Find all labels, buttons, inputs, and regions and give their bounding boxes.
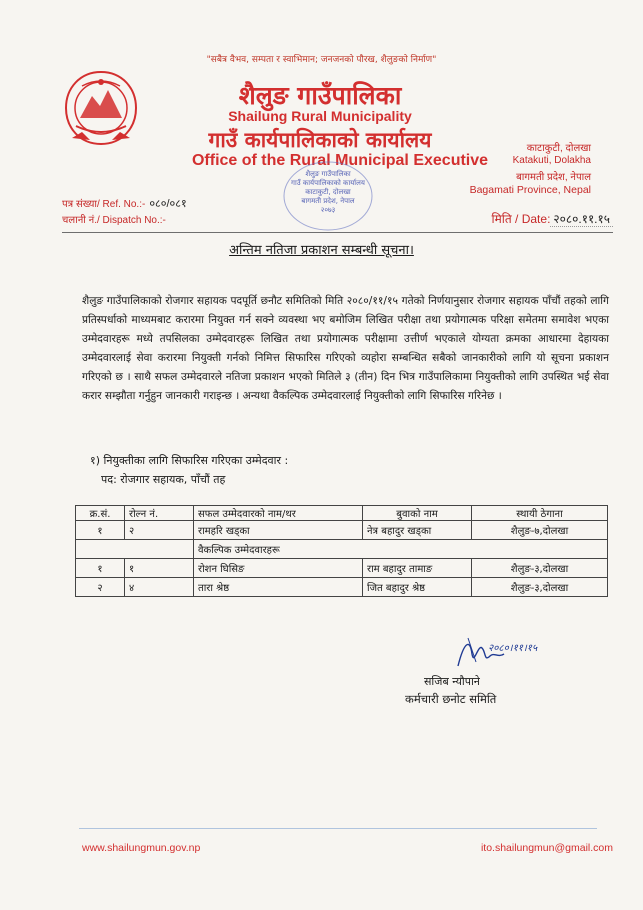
cell-serial: २ (76, 578, 125, 597)
date-label: मिति / Date: (491, 212, 551, 226)
table-row (76, 559, 608, 578)
header-address: स्थायी ठेगाना (472, 506, 608, 521)
address-nepali: काटाकुटी, दोलखा (526, 143, 591, 154)
province-nepali: बागमती प्रदेश, नेपाल (516, 172, 591, 183)
office-name-english: Office of the Rural Municipal Executive (191, 152, 489, 169)
cell-serial: १ (76, 521, 125, 540)
section-heading: १) नियुक्तीका लागि सिफारिस गरिएका उम्मेदवार : (90, 454, 289, 467)
stamp-line-4: बागमती प्रदेश, नेपाल (301, 197, 355, 205)
dispatch-number (62, 212, 166, 226)
cell-address: शैलुङ-३,दोलखा (472, 559, 608, 578)
cell-candidate: रामहरि खड्का (194, 521, 363, 540)
header-divider (62, 232, 613, 233)
province-english: Bagamati Province, Nepal (469, 184, 591, 196)
cell-candidate: तारा श्रेष्ठ (194, 578, 363, 597)
stamp-line-2: गाउँ कार्यपालिकाको कार्यालय (291, 179, 365, 187)
cell-address: शैलुङ-७,दोलखा (472, 521, 608, 540)
stamp-line-3: काटाकुटी, दोलखा (305, 188, 351, 196)
municipality-name-nepali: शैलुङ गाउँपालिका (238, 81, 402, 110)
address-english: Katakuti, Dolakha (512, 155, 591, 166)
alternate-heading: वैकल्पिक उम्मेदवारहरू (194, 540, 608, 559)
date-field (491, 210, 613, 227)
handwritten-signature (452, 632, 562, 674)
cell-candidate: रोशन घिसिङ (194, 559, 363, 578)
signatory-title: कर्मचारी छनोट समिति (405, 692, 497, 706)
ref-value: ०८०/०८१ (149, 198, 187, 210)
header-father: बुवाको नाम (363, 506, 472, 521)
office-stamp (282, 160, 374, 232)
email-link[interactable]: ito.shailungmun@gmail.com (480, 842, 613, 854)
municipality-name-english: Shailung Rural Municipality (228, 108, 412, 124)
cell-empty (76, 540, 194, 559)
table-row (76, 540, 608, 559)
cell-father: राम बहादुर तामाङ (363, 559, 472, 578)
office-name-nepali: गाउँ कार्यपालिकाको कार्यालय (208, 128, 432, 152)
website-link[interactable]: www.shailungmun.gov.np (82, 842, 201, 854)
header-candidate: सफल उम्मेदवारको नाम/थर (194, 506, 363, 521)
stamp-line-1: शैलुङ गाउँपालिका (305, 170, 351, 178)
results-table (75, 505, 608, 597)
dispatch-label: चलानी नं./ Dispatch No.:- (62, 215, 166, 226)
footer-divider (79, 828, 597, 829)
signature-date: २०८०।११।१५ (488, 643, 538, 654)
post-name: पद: रोजगार सहायक, पाँचौं तह (101, 473, 226, 486)
reference-number (62, 196, 187, 211)
table-row (76, 521, 608, 540)
stamp-line-5: २०७३ (320, 206, 336, 214)
cell-roll: १ (125, 559, 194, 578)
date-value: २०८०.११.१५ (550, 212, 613, 227)
municipality-emblem (62, 68, 140, 150)
notice-body: शैलुङ गाउँपालिकाको रोजगार सहायक पदपूर्ति छनौट समितिको मिति २०८०/११/१५ गतेको निर्णयानुसार रोजगार सहायक पाँचौं तहको लागि प्रतिस्पर्धाको माध्यमबाट करारमा नियुक्त गर्न सक्ने व्यवस्था भए बमोजिम लिखित परीक्षा तथा प्रयोगात्मक परिक्षा समेतमा समावेश भएका उम्मेदवारहरू मध्ये तपसिलका उम्मेदवारहरू लिखित तथा प्रयोगात्मक परीक्षामा उत्तीर्ण भएकाले योग्यता क्रमका आधारमा देहायका उम्मेदवारलाई सेवा करारमा नियुक्ती गर्नको निमित्त सिफारिस गरिएको व्यहोरा सम्बन्धित सबैको जानकारीको लागि यो सूचना प्रकाशन गरिएको छ । साथै सफल उम्मेदवारले नतिजा प्रकाशन भएको मितिले ३ (तीन) दिन भित्र गाउँपालिकामा नियुक्तीको लागि उपस्थित भई सेवा करार सम्झौता गर्नुहुन जानकारी गराइन्छ । अन्यथा वैकल्पिक उम्मेदवारलाई नियुक्तीको लागि सिफारिस गरिनेछ । (82, 295, 609, 402)
cell-address: शैलुङ-३,दोलखा (472, 578, 608, 597)
table-row (76, 578, 608, 597)
cell-roll: २ (125, 521, 194, 540)
cell-serial: १ (76, 559, 125, 578)
cell-roll: ४ (125, 578, 194, 597)
tagline: "सबैत्र वैभव, सम्पता र स्वाभिमान; जनजनको पौरख, शैलुङको निर्माण" (206, 55, 437, 65)
header-roll: रोल्न नं. (125, 506, 194, 521)
table-header-row (76, 506, 608, 521)
ref-label: पत्र संख्या/ Ref. No.:- (62, 199, 146, 210)
cell-father: जित बहादुर श्रेष्ठ (363, 578, 472, 597)
signatory-name: सजिब न्यौपाने (424, 675, 480, 688)
cell-father: नेत्र बहादुर खड्का (363, 521, 472, 540)
notice-title: अन्तिम नतिजा प्रकाशन सम्बन्धी सूचना। (229, 243, 414, 258)
header-serial: क्र.सं. (76, 506, 125, 521)
